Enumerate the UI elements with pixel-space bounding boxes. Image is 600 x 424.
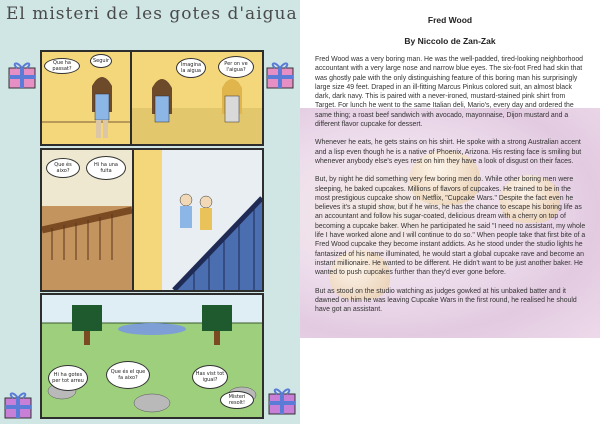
article-paragraph: But as stood on the studio watching as judges gowked at his unbaked batter and it dawned on him he was leaving Cupcake Wars in the first round, he realised he should have got an assistant. xyxy=(315,287,577,314)
gift-icon xyxy=(264,58,296,90)
article-page xyxy=(300,0,600,424)
speech-bubble: Misteri resolt! xyxy=(220,391,254,409)
speech-bubble: Has vist tot igual? xyxy=(192,365,228,389)
speech-bubble: Que és el que fa aixo? xyxy=(106,361,150,389)
speech-bubble: Seguir xyxy=(90,54,112,68)
speech-bubble: Hi ha una fuita xyxy=(86,156,126,180)
comic-title: El misteri de les gotes d'aigua xyxy=(6,4,298,24)
article-body xyxy=(315,55,587,323)
gift-icon xyxy=(2,388,34,420)
article-title: Fred Wood xyxy=(427,15,473,25)
comic-panel-5 xyxy=(40,293,264,419)
article-paragraph: Fred Wood was a very boring man. He was the well-padded, tired-looking neighborhood accountant with a very large nose and narrow blue eyes. The six-foot Fred had skin that was ghostly pale with the only distinguishing feature of this boring man his surprisingly large size 49 feet. Draped in an ill-fitting Marcus Pinkus colored suit, an almost black dark, dark navy. This is paired with a never-ironed, mustard-stained pink shirt from Target. For lunch he went to the same Italian deli, Mario's, every day and ordered the same thing; a roast beef sandwich with avocado, mayonnaise, Dijon mustard and a different flavor cupcake for dessert. xyxy=(315,56,583,129)
comic-panel-2 xyxy=(130,50,264,146)
speech-bubble: Que és aixo? xyxy=(46,158,80,178)
comic-panel-3 xyxy=(40,148,134,292)
speech-bubble: Hi ha gotes per tot arreu xyxy=(48,365,88,391)
speech-bubble: Que ha passat? xyxy=(44,58,80,74)
gift-icon xyxy=(266,384,298,416)
comic-panel-4 xyxy=(132,148,264,292)
article-byline: By Niccolo de Zan-Zak xyxy=(404,36,496,46)
article-paragraph: Whenever he eats, he gets stains on his shirt. He spoke with a strong Australian accent and a lisp even though he is a native of Phoenix, Arizona. His resting face is smiling but whenever anybody else's eyes rest on him they have a look of disgust on their faces. xyxy=(315,139,582,165)
comic-panel-1 xyxy=(40,50,132,146)
gift-icon xyxy=(6,58,38,90)
speech-bubble: Imagina la aigua xyxy=(176,58,206,78)
speech-bubble: Per on ve l'aigua? xyxy=(218,56,254,78)
article-paragraph: But, by night he did something very few boring men do. While other boring men were sleeping, he baked cupcakes. Millions of flavors of cupcakes. He trained to be in the most prestigious cupcake show on Netflix, "Cupcake Wars." Despite the fact even he believes it's a stupid show, but if he wins, he has the chance to escape his boring life as an accountant and follow his sugar-coated, delicious dream with a cherry on top of becoming a cupcake baker. When he participated he said "I need no assistant, my whole life I have worked alone and I will continue to do so." When people take that first bite of a Fred Wood cupcake they become instant addicts. As he stood under the studio lights he fantasized of his name illuminated, he would start a global cupcake rave and become an instant millionaire. He wanted to be different. He didn't want to be just another baker. He wanted to push cupcakes further than they'd ever gone before. xyxy=(315,176,586,277)
